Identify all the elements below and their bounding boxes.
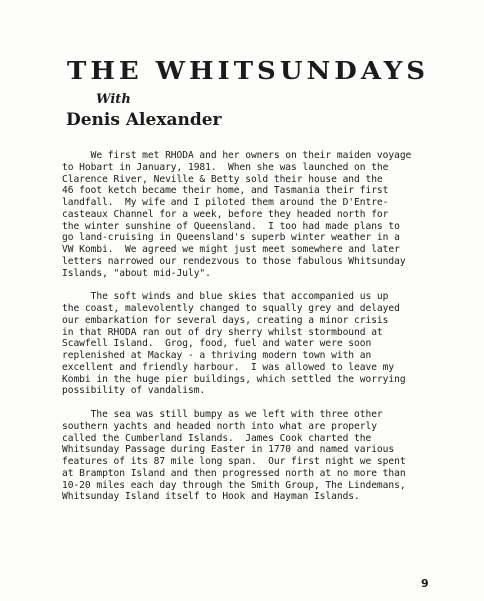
text-line: replenished at Mackay - a thriving modern town with an [62,350,372,361]
text-line: southern yachts and headed north into what are properly [62,420,377,432]
text-line: landfall. My wife and I piloted them around the D'Entre- [62,197,389,208]
text-line: to Hobart in January, 1981. When she was launched on the [62,161,389,173]
page-number: 9 [421,577,429,590]
text-line: in that RHODA ran out of dry sherry whilst stormbound at [62,326,383,338]
paragraph-1 [62,150,462,279]
paragraph-2 [62,291,462,397]
text-line: VW Kombi. We agreed we might just meet somewhere and later [62,244,400,255]
text-line: features of its 87 mile long span. Our first night we spent [62,456,406,467]
text-line: Whitsunday Island itself to Hook and Hayman Islands. [62,491,360,503]
text-line: Kombi in the huge pier buildings, which settled the worrying [62,373,406,385]
text-line: Whitsunday Passage during Easter in 1770 and named various [62,444,395,456]
text-line: 46 foot ketch became their home, and Tasmania their first [62,185,389,197]
article-body [62,150,462,515]
text-line: at Brampton Island and then progressed north at no more than [62,467,406,479]
text-line: Islands, "about mid-July". [62,267,211,279]
text-line: the coast, malevolently changed to squally grey and delayed [62,303,400,314]
text-line: letters narrowed our rendezvous to those fabulous Whitsunday [62,255,406,267]
text-line: We first met RHODA and her owners on their maiden voyage [62,150,412,161]
text-line: called the Cumberland Islands. James Cook charted the [62,432,372,444]
text-line: The sea was still bumpy as we left with three other [62,409,383,420]
text-line: Scawfell Island. Grog, food, fuel and water were soon [62,338,372,350]
article-title: THE WHITSUNDAYS [67,58,430,86]
text-line: The soft winds and blue skies that accompanied us up [62,291,389,303]
text-line: go land-cruising in Queensland's superb winter weather in a [62,232,400,244]
paragraph-3 [62,409,462,503]
text-line: excellent and friendly harbour. I was allowed to leave my [62,361,395,373]
text-line: the winter sunshine of Queensland. I too had made plans to [62,220,400,232]
text-line: Clarence River, Neville & Betty sold their house and the [62,173,383,185]
text-line: casteaux Channel for a week, before they headed north for [62,208,389,220]
text-line: 10-20 miles each day through the Smith Group, The Lindemans, [62,479,406,491]
author-name: Denis Alexander [66,110,222,130]
byline-prefix: With [96,92,131,107]
text-line: our embarkation for several days, creating a minor crisis [62,314,389,326]
text-line: possibility of vandalism. [62,385,206,397]
